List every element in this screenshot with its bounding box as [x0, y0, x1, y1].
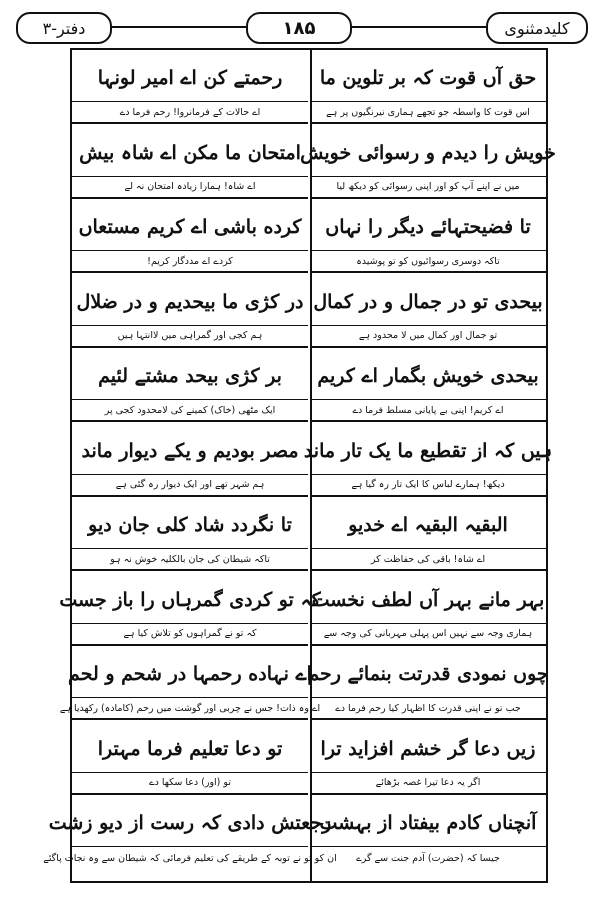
second-translation: اے وہ ذات! جس نے چربی اور گوشت میں رحم (کامادہ) رکھدیا ہے [72, 697, 308, 720]
second-translation: ایک مٹھی (خاک) کمینے کی لامحدود کجی پر [72, 399, 308, 422]
couplet-row [72, 279, 546, 348]
first-translation: اے کریم! اپنی بے پایانی مسلط فرما دے [310, 399, 546, 422]
couplet-row [72, 204, 546, 273]
first-translation: میں نے اپنے آپ کو اور اپنی رسوائی کو دیکھ لیا [310, 176, 546, 199]
second-translation: کردے اے مددگار کریم! [72, 250, 308, 273]
first-hemistich: بیحدی تو در جمال و در کمال [313, 290, 543, 313]
second-translation: اے شاہ! ہمارا زیادہ امتحان نہ لے [72, 176, 308, 199]
couplet-row [72, 130, 556, 199]
second-hemistich: رحمتے کن اے امیر لونہا [97, 67, 283, 89]
couplet-table [43, 48, 556, 883]
couplet-row [72, 726, 546, 795]
second-translation: ہم کجی اور گمراہی میں لاانتہا ہیں [72, 325, 308, 348]
book-title: کلیدمثنوی [486, 12, 588, 44]
couplet-row [72, 428, 553, 497]
second-translation: تاکہ شیطان کی جان بالکلیہ خوش نہ ہو [72, 548, 308, 571]
second-hemistich: در کژی ما بیحدیم و در ضلال [76, 290, 304, 313]
first-translation: اے شاہ! باقی کی حفاظت کر [310, 548, 546, 571]
first-hemistich: حق آں قوت کہ بر تلوین ما [319, 67, 537, 89]
first-translation: جیسا کہ (حضرت) آدم جنت سے گرے [310, 846, 546, 869]
couplet-row [72, 353, 546, 422]
second-hemistich: تا نگردد شاد کلی جان دیو [88, 514, 292, 536]
first-hemistich: البقیہ البقیہ اے خدیو [348, 514, 508, 536]
second-hemistich: مصر بودیم و یکے دیوار ماند [81, 439, 299, 462]
couplet-row [59, 651, 549, 720]
first-hemistich: بہر مانے بہر آں لطف نخست [311, 588, 545, 611]
first-hemistich: چوں نمودی قدرتت بنمائے رحم [307, 663, 549, 685]
first-hemistich: آنچناں کادم بیفتاد از بہشت [319, 812, 537, 834]
volume-label: دفتر-۳ [16, 12, 112, 44]
second-hemistich: کرده باشی اے کریم مستعاں [78, 216, 302, 238]
first-hemistich: زیں دعا گر خشم افزاید ترا [320, 737, 536, 760]
second-hemistich: امتحان ما مکن اے شاہ بیش [79, 141, 301, 164]
second-translation: کہ تو نے گمراہوں کو تلاش کیا ہے [72, 623, 308, 646]
couplet-row [59, 577, 546, 646]
first-translation: تاکہ دوسری رسوائیوں کو تو پوشیدہ [310, 250, 546, 273]
first-hemistich: خویش را دیدم و رسوائی خویش [300, 141, 556, 164]
first-translation: ہماری وجہ سے نہیں اس پہلی مہربانی کی وجہ سے [310, 623, 546, 646]
second-translation: ان کو تو نے توبہ کے طریقے کی تعلیم فرمائی کہ شیطان سے وہ نجات پاگئے [72, 846, 308, 869]
second-translation: اے حالات کے فرمانروا! رحم فرما دے [72, 101, 308, 124]
first-translation: دیکھ! ہمارے لباس کا ایک تار رہ گیا ہے [310, 474, 546, 497]
first-translation: تو جمال اور کمال میں لا محدود ہے [310, 325, 546, 348]
header-rule-right [348, 26, 486, 28]
couplet-row [72, 502, 546, 571]
second-translation: تو (اور) دعا سکھا دے [72, 772, 308, 795]
second-hemistich: بر کژی بیحد مشتے لئیم [98, 365, 282, 387]
header-rule-left [108, 26, 246, 28]
page-header [0, 8, 600, 48]
first-translation: جب تو نے اپنی قدرت کا اظہار کیا رحم فرما دے [310, 697, 546, 720]
second-hemistich: رجعتش دادی کہ رست از دیو زشت [48, 812, 332, 834]
second-translation: ہم شہر تھے اور ایک دیوار رہ گئی ہے [72, 474, 308, 497]
couplet-row [72, 55, 546, 124]
first-hemistich: ہیں کہ از تقطیع ما یک تار ماند [303, 439, 553, 462]
first-hemistich: تا فضیحتہائے دیگر را نہاں [325, 216, 531, 238]
second-hemistich: کہ تو کردی گمرہاں را باز جست [59, 588, 321, 611]
first-translation: اگر یہ دعا تیرا غصہ بڑھائے [310, 772, 546, 795]
second-hemistich: تو دعا تعلیم فرما مہترا [97, 737, 283, 760]
second-hemistich: اے نہاده رحمہا در شحم و لحم [68, 663, 312, 685]
first-hemistich: بیحدی خویش بگمار اے کریم [317, 365, 539, 387]
couplet-row [43, 800, 546, 869]
first-translation: اس قوت کا واسطہ جو تجھے ہماری نیرنگیوں پر ہے [310, 101, 546, 124]
page-number: ۱۸۵ [246, 12, 352, 44]
